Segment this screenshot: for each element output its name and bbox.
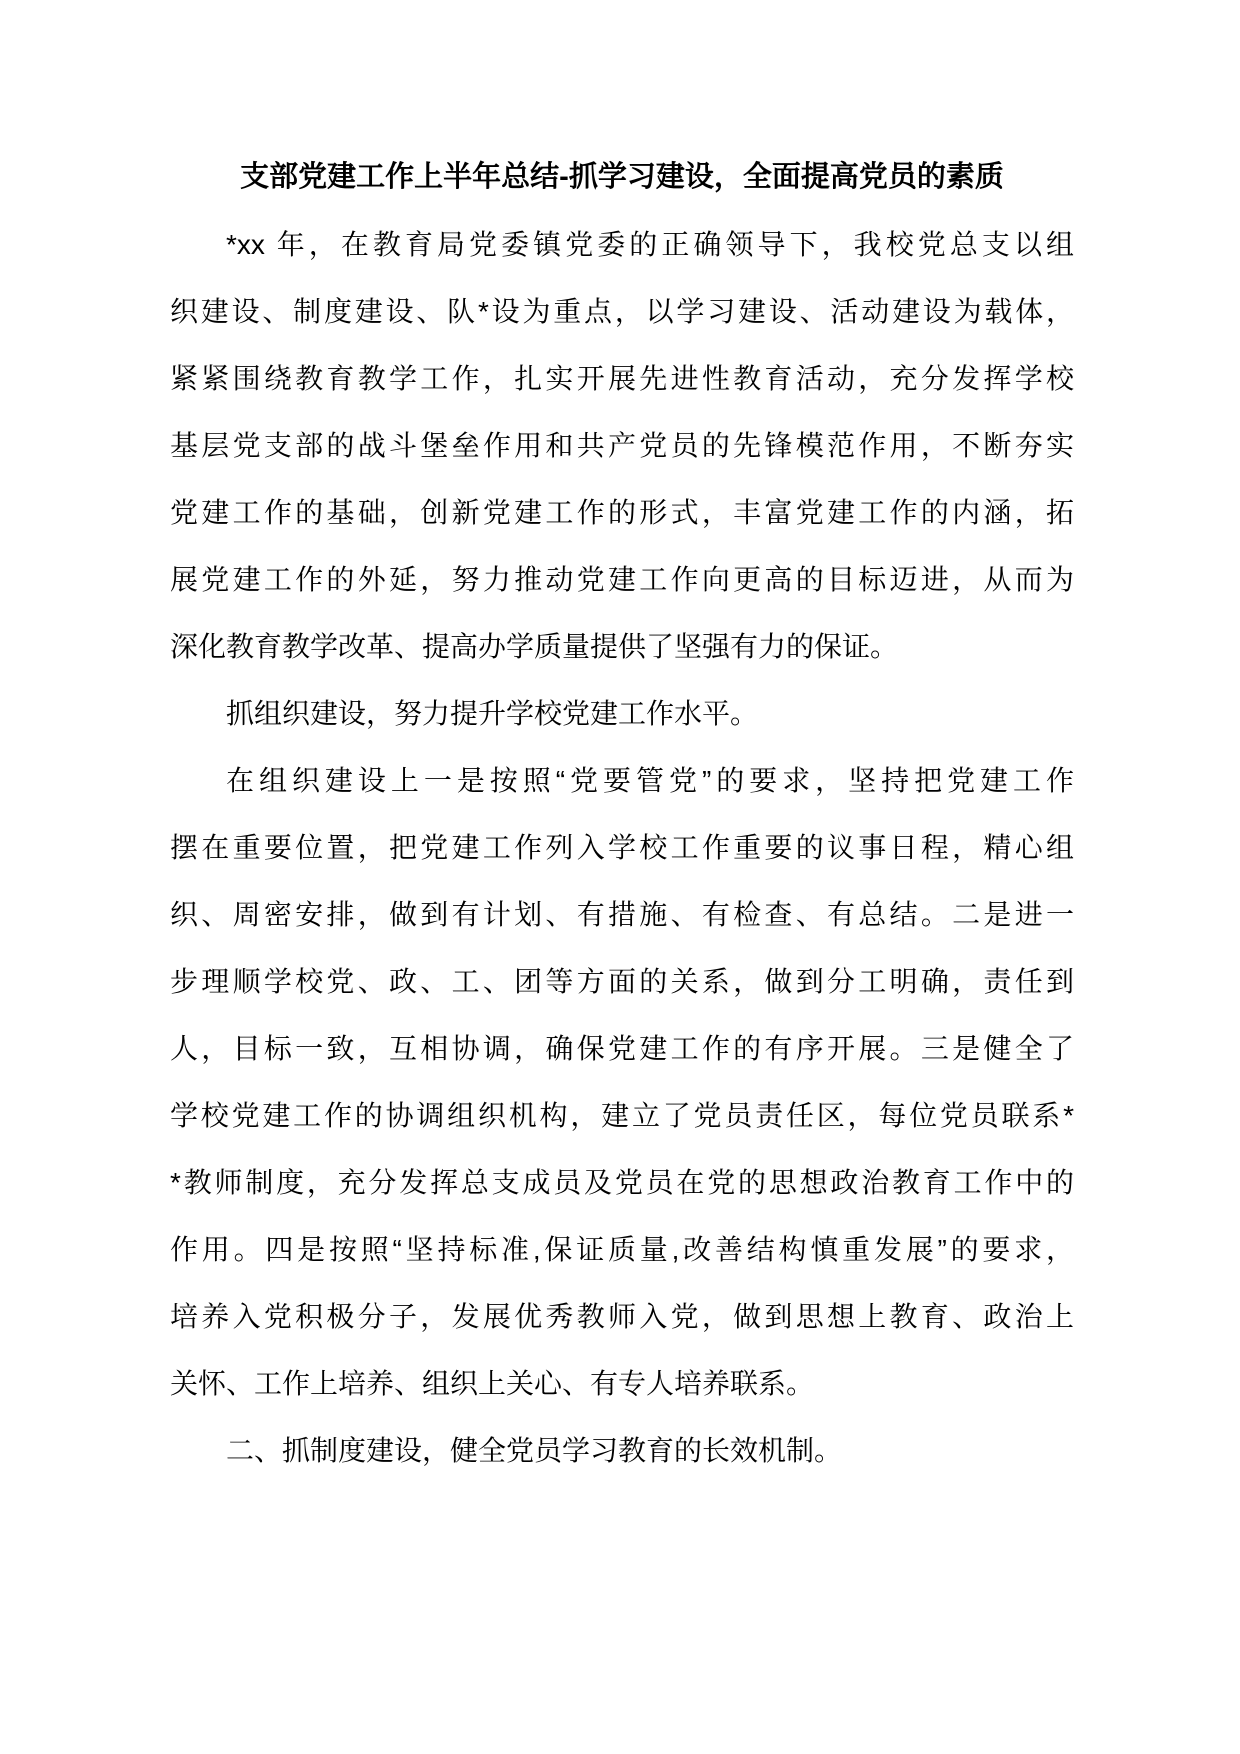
text-line: 抓组织建设，努力提升学校党建工作水平。 [226, 698, 759, 729]
paragraph-1 [170, 211, 1074, 680]
text-line: 党建工作的基础，创新党建工作的形式，丰富党建工作的内涵，拓 [170, 497, 1074, 528]
text-line: 深化教育教学改革、提高办学质量提供了坚强有力的保证。 [170, 631, 899, 662]
text-line: 织、周密安排，做到有计划、有措施、有检查、有总结。二是进一 [170, 899, 1074, 930]
document-content [170, 144, 1074, 1484]
text-line: 作用。四是按照“坚持标准,保证质量,改善结构慎重发展”的要求， [170, 1234, 1074, 1265]
paragraph-4 [170, 1417, 1074, 1484]
text-line: 步理顺学校党、政、工、团等方面的关系，做到分工明确，责任到 [170, 966, 1074, 997]
text-line: 摆在重要位置，把党建工作列入学校工作重要的议事日程，精心组 [170, 832, 1074, 863]
text-line: 关怀、工作上培养、组织上关心、有专人培养联系。 [170, 1368, 815, 1399]
text-line: 培养入党积极分子，发展优秀教师入党，做到思想上教育、政治上 [170, 1301, 1074, 1332]
text-line: 织建设、制度建设、队*设为重点，以学习建设、活动建设为载体， [170, 296, 1074, 327]
text-line: 二、抓制度建设，健全党员学习教育的长效机制。 [226, 1435, 843, 1466]
text-line: *教师制度，充分发挥总支成员及党员在党的思想政治教育工作中的 [170, 1167, 1074, 1198]
text-line: 学校党建工作的协调组织机构，建立了党员责任区，每位党员联系* [170, 1100, 1074, 1131]
text-line: 基层党支部的战斗堡垒作用和共产党员的先锋模范作用，不断夯实 [170, 430, 1074, 461]
text-line: 在组织建设上一是按照“党要管党”的要求，坚持把党建工作 [226, 765, 1074, 796]
document-title: 支部党建工作上半年总结-抓学习建设，全面提高党员的素质 [240, 161, 1004, 193]
paragraph-3 [170, 747, 1074, 1417]
text-line: 展党建工作的外延，努力推动党建工作向更高的目标迈进，从而为 [170, 564, 1074, 595]
text-line: 人，目标一致，互相协调，确保党建工作的有序开展。三是健全了 [170, 1033, 1074, 1064]
text-line: *xx 年，在教育局党委镇党委的正确领导下，我校党总支以组 [226, 229, 1074, 260]
text-line: 紧紧围绕教育教学工作，扎实开展先进性教育活动，充分发挥学校 [170, 363, 1074, 394]
paragraph-2 [170, 680, 1074, 747]
